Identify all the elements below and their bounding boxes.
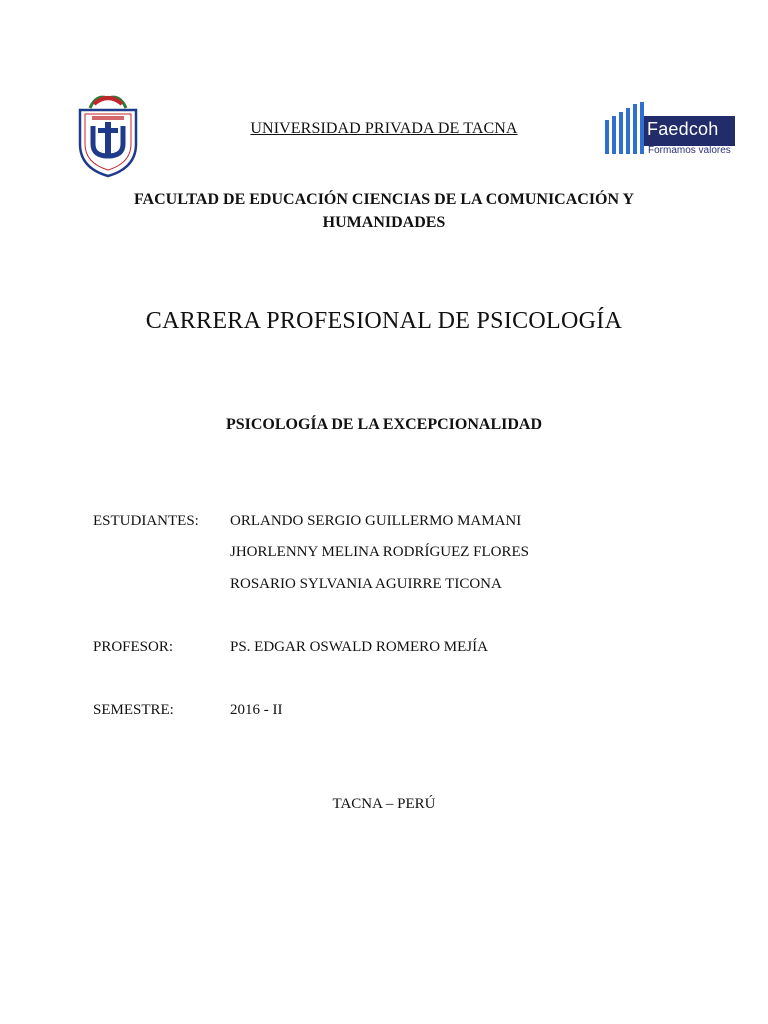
faedcoh-logo [603,102,737,158]
faedcoh-tagline: Formamos valores [648,145,731,156]
semester-label: SEMESTRE: [93,702,174,718]
course-title: PSICOLOGÍA DE LA EXCEPCIONALIDAD [225,416,543,433]
bar-chart-logo-icon [603,102,647,158]
student-name: JHORLENNY MELINA RODRÍGUEZ FLORES [230,544,530,560]
professor-name: PS. EDGAR OSWALD ROMERO MEJÍA [230,639,488,655]
student-name: ROSARIO SYLVANIA AGUIRRE TICONA [230,576,502,592]
university-name: UNIVERSIDAD PRIVADA DE TACNA [250,120,518,137]
faedcoh-name: Faedcoh [647,119,719,139]
student-name: ORLANDO SERGIO GUILLERMO MAMANI [230,513,522,529]
location-footer: TACNA – PERÚ [332,796,436,812]
career-title: CARRERA PROFESIONAL DE PSICOLOGÍA [145,308,623,334]
students-label: ESTUDIANTES: [93,513,199,529]
semester-value: 2016 - II [230,702,283,718]
faculty-title: FACULTAD DE EDUCACIÓN CIENCIAS DE LA COMUNICACIÓN Y HUMANIDADES [133,191,635,231]
professor-label: PROFESOR: [93,639,174,655]
